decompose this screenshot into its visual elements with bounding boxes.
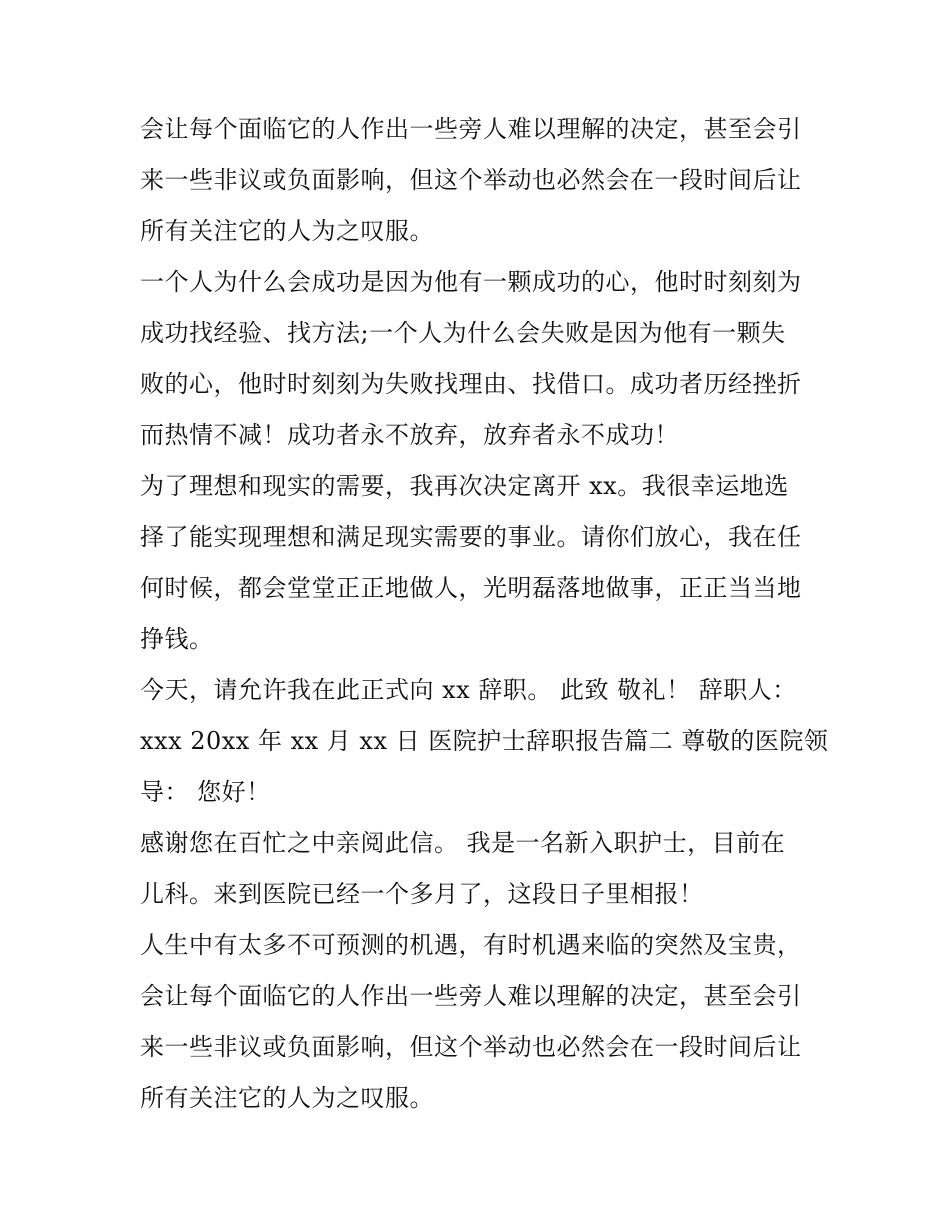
text-line: 所有关注它的人为之叹服。	[140, 217, 434, 245]
text-line: 而热情不减！成功者永不放弃，放弃者永不成功！	[140, 421, 679, 449]
text-line: 人生中有太多不可预测的机遇，有时机遇来临的突然及宝贵，	[140, 931, 802, 959]
text-line: 会让每个面临它的人作出一些旁人难以理解的决定，甚至会引	[140, 982, 802, 1010]
text-line: 挣钱。	[140, 625, 214, 653]
text-line: 导： 您好！	[140, 778, 271, 806]
text-line: 成功找经验、找方法;一个人为什么会失败是因为他有一颗失	[140, 319, 786, 347]
text-line: 为了理想和现实的需要，我再次决定离开 xx。我很幸运地选	[140, 472, 789, 500]
text-line: 今天，请允许我在此正式向 xx 辞职。 此致 敬礼！ 辞职人：	[140, 676, 797, 704]
text-line: xxx 20xx 年 xx 月 xx 日 医院护士辞职报告篇二 尊敬的医院领	[140, 727, 829, 755]
text-line: 一个人为什么会成功是因为他有一颗成功的心，他时时刻刻为	[140, 268, 802, 296]
text-line: 会让每个面临它的人作出一些旁人难以理解的决定，甚至会引	[140, 115, 802, 143]
document-body	[140, 104, 829, 1124]
text-line: 所有关注它的人为之叹服。	[140, 1084, 434, 1112]
text-line: 败的心，他时时刻刻为失败找理由、找借口。成功者历经挫折	[140, 370, 802, 398]
text-line: 来一些非议或负面影响，但这个举动也必然会在一段时间后让	[140, 166, 802, 194]
text-line: 何时候，都会堂堂正正地做人，光明磊落地做事，正正当当地	[140, 574, 802, 602]
text-line: 感谢您在百忙之中亲阅此信。 我是一名新入职护士，目前在	[140, 829, 786, 857]
text-line: 来一些非议或负面影响，但这个举动也必然会在一段时间后让	[140, 1033, 802, 1061]
text-line: 择了能实现理想和满足现实需要的事业。请你们放心，我在任	[140, 523, 802, 551]
text-line: 儿科。来到医院已经一个多月了，这段日子里相报！	[140, 880, 704, 908]
